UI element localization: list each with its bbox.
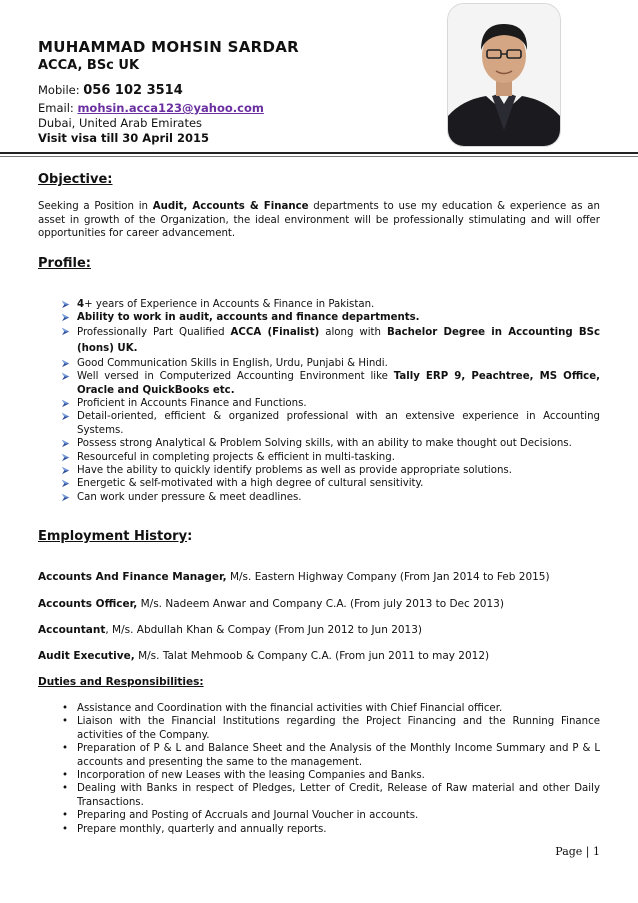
list-item: Possess strong Analytical & Problem Solving skills, with an ability to make thought out Decisions. [62, 437, 600, 450]
job-detail: , M/s. Abdullah Khan & Compay (From Jun 2012 to Jun 2013) [105, 624, 423, 636]
mobile-label: Mobile: [38, 83, 80, 97]
list-item: • Dealing with Banks in respect of Pledges, Letter of Credit, Release of Raw material and other Daily Transactions. [62, 783, 600, 808]
mobile-number: 056 102 3514 [83, 83, 183, 98]
job-detail: M/s. Eastern Highway Company (From Jan 2014 to Feb 2015) [226, 571, 550, 583]
header-divider [0, 152, 638, 154]
arrow-bullet-icon [62, 466, 71, 475]
list-item: Professionally Part Qualified ACCA (Finalist) along with Bachelor Degree in Accounting BSc (hons) UK. [62, 325, 600, 357]
employment-heading: Employment History: [38, 529, 193, 544]
list-item: • Liaison with the Financial Institutions regarding the Project Financing and the Running Finance activities of the Company. [62, 716, 600, 741]
arrow-bullet-icon [62, 412, 71, 421]
arrow-bullet-icon [62, 359, 71, 368]
email-line [38, 101, 264, 116]
job-detail: M/s. Nadeem Anwar and Company C.A. (From july 2013 to Dec 2013) [137, 598, 504, 610]
job-entry [38, 571, 550, 583]
duties-heading: Duties and Responsibilities: [38, 676, 204, 688]
candidate-name: MUHAMMAD MOHSIN SARDAR [38, 38, 299, 56]
list-item: Proficient in Accounts Finance and Functions. [62, 397, 600, 410]
list-item: Can work under pressure & meet deadlines. [62, 491, 600, 504]
arrow-bullet-icon [62, 300, 71, 309]
arrow-bullet-icon [62, 453, 71, 462]
email-label: Email: [38, 101, 74, 115]
job-entry [38, 650, 489, 662]
arrow-bullet-icon [62, 399, 71, 408]
job-entry [38, 598, 504, 610]
arrow-bullet-icon [62, 479, 71, 488]
page-number: Page | 1 [555, 845, 600, 858]
list-item: • Preparing and Posting of Accruals and Journal Voucher in accounts. [62, 810, 419, 822]
list-item: Well versed in Computerized Accounting Environment like Tally ERP 9, Peachtree, MS Office, Oracle and QuickBooks etc. [62, 370, 600, 397]
header-divider-thin [0, 156, 638, 157]
arrow-bullet-icon [62, 493, 71, 502]
visa-line: Visit visa till 30 April 2015 [38, 131, 210, 145]
list-item: 4+ years of Experience in Accounts & Finance in Pakistan. [62, 298, 600, 311]
list-item: Resourceful in completing projects & efficient in multi-tasking. [62, 451, 600, 464]
bullet-dot-icon: • [62, 810, 69, 822]
bullet-dot-icon: • [62, 783, 69, 795]
job-title: Audit Executive, [38, 650, 135, 662]
objective-heading: Objective: [38, 172, 113, 187]
job-detail: M/s. Talat Mehmoob & Company C.A. (From jun 2011 to may 2012) [134, 650, 490, 662]
bullet-dot-icon: • [62, 823, 69, 835]
candidate-qualifications: ACCA, BSc UK [38, 58, 140, 73]
job-entry [38, 624, 422, 636]
arrow-bullet-icon [62, 327, 71, 336]
profile-heading: Profile: [38, 256, 91, 271]
list-item: • Prepare monthly, quarterly and annually reports. [62, 823, 327, 835]
bullet-dot-icon: • [62, 743, 69, 755]
bullet-dot-icon: • [62, 770, 69, 782]
profile-photo [448, 4, 560, 146]
list-item: • Incorporation of new Leases with the leasing Companies and Banks. [62, 770, 425, 782]
email-link[interactable]: mohsin.acca123@yahoo.com [77, 101, 264, 115]
list-item: Ability to work in audit, accounts and finance departments. [62, 311, 600, 324]
list-item: Detail-oriented, efficient & organized professional with an extensive experience in Accounting Systems. [62, 410, 600, 437]
list-item: Have the ability to quickly identify problems as well as provide appropriate solutions. [62, 464, 600, 477]
person-portrait-icon [448, 4, 560, 146]
mobile-line [38, 83, 183, 98]
location-line: Dubai, United Arab Emirates [38, 116, 203, 130]
bullet-dot-icon: • [62, 703, 69, 714]
objective-text: Seeking a Position in Audit, Accounts & Finance departments to use my education & experience as an asset in growth of the Organization, the ideal environment will be professionally stimulating and will offer opportunities for career advancement. [38, 201, 600, 239]
arrow-bullet-icon [62, 439, 71, 448]
list-item: • Assistance and Coordination with the financial activities with Chief Financial officer. [62, 703, 503, 714]
bullet-dot-icon: • [62, 716, 69, 728]
duties-list [62, 702, 600, 836]
arrow-bullet-icon [62, 313, 71, 322]
job-title: Accounts And Finance Manager, [38, 571, 227, 583]
profile-list [62, 298, 600, 504]
list-item: Good Communication Skills in English, Urdu, Punjabi & Hindi. [62, 357, 600, 370]
job-title: Accounts Officer, [38, 598, 138, 610]
list-item: Energetic & self-motivated with a high degree of cultural sensitivity. [62, 477, 600, 490]
job-title: Accountant [38, 624, 106, 636]
list-item: • Preparation of P & L and Balance Sheet and the Analysis of the Monthly Income Summary and P & L accounts and presenting the same to the management. [62, 743, 600, 768]
arrow-bullet-icon [62, 372, 71, 381]
